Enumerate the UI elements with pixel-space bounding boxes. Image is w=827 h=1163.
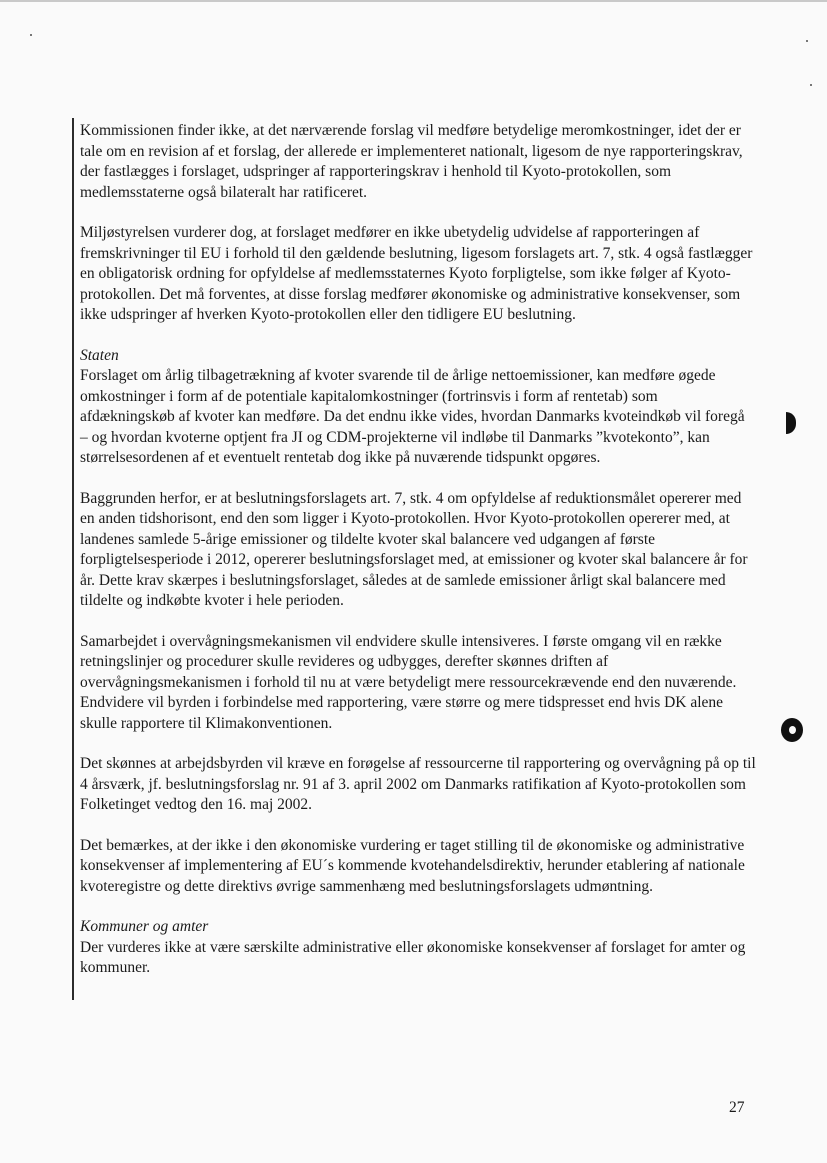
scan-speck bbox=[30, 34, 32, 36]
paragraph-text: Det skønnes at arbejdsbyrden vil kræve en forøgelse af ressourcerne til rapportering og overvågning på op til 4 årsværk, jf. beslutningsforslag nr. 91 af 3. april 2002 om Danmarks ratifikation af Kyoto-protokollen som Folketinget vedtog den 16. maj 2002. bbox=[80, 755, 756, 813]
binding-hole-mark-upper bbox=[786, 412, 796, 434]
page-top-edge bbox=[0, 0, 827, 2]
scan-speck bbox=[810, 84, 812, 86]
paragraph-text: Miljøstyrelsen vurderer dog, at forslaget medfører en ikke ubetydelig udvidelse af rapporteringen af fremskrivninger til EU i forhold til den gældende beslutning, ligesom forslagets art. 7, stk. 4 også fastlægger en obligatorisk ordning for opfyldelse af medlemsstaternes Kyoto forpligtelse, som ikke følger af Kyoto-protokollen. Det må forventes, at disse forslag medfører økonomiske og administrative konsekvenser, som ikke udspringer af hverken Kyoto-protokollen eller den tidligere EU beslutning. bbox=[80, 224, 753, 323]
paragraph-text: Forslaget om årlig tilbagetrækning af kvoter svarende til de årlige nettoemissioner, kan medføre øgede omkostninger i form af de potentiale kapitalomkostninger (fortrinsvis i form af rentetab) som afdækningskøb af kvoter kan medføre. Da det endnu ikke vides, hvordan Danmarks kvoteindkøb vil foregå – og hvordan kvoterne optjent fra JI og CDM-projekterne vil indløbe til Danmarks ”kvotekonto”, kan størrelsesordenen af et eventuelt rentetab dog ikke på nuværende tidspunkt opgøres. bbox=[80, 367, 745, 466]
paragraph-samarbejdet bbox=[80, 632, 756, 735]
paragraph-bemaerkes bbox=[80, 836, 756, 898]
paragraph-kommuner bbox=[80, 917, 756, 979]
paragraph-text: Samarbejdet i overvågningsmekanismen vil endvidere skulle intensiveres. I første omgang vil en række retningslinjer og procedurer skulle revideres og udbygges, derefter skønnes driften af overvågningsmekanismen i forhold til nu at være betydeligt mere ressourcekrævende end den nuværende. Endvidere vil byrden i forbindelse med rapportering, være større og mere tidspresset end hvis DK alene skulle rapportere til Klimakonventionen. bbox=[80, 632, 737, 732]
paragraph-intro bbox=[80, 121, 756, 203]
paragraph-staten bbox=[80, 346, 756, 469]
paragraph-text: Baggrunden herfor, er at beslutningsforslagets art. 7, stk. 4 om opfyldelse af reduktionsmålet opererer med en anden tidshorisont, end den som ligger i Kyoto-protokollen. Hvor Kyoto-protokollen opererer med, at landenes samlede 5-årige emissioner og tildelte kvoter skal balancere ved udgangen af første forpligtelsesperiode i 2012, opererer beslutningsforslaget med, at emissioner og kvoter skal balancere år for år. Dette krav skærpes i beslutningsforslaget, således at de samlede emissioner årligt skal balancere med tildelte og indkøbte kvoter i hele perioden. bbox=[80, 489, 748, 609]
document-body bbox=[80, 121, 756, 999]
binding-hole-mark-lower bbox=[781, 718, 803, 742]
section-heading-kommuner: Kommuner og amter bbox=[80, 918, 209, 935]
paragraph-text: Der vurderes ikke at være særskilte administrative eller økonomiske konsekvenser af forslaget for amter og kommuner. bbox=[80, 938, 746, 976]
paragraph-text: Kommissionen finder ikke, at det nærværende forslag vil medføre betydelige meromkostninger, idet der er tale om en revision af et forslag, der allerede er implementeret nationalt, ligesom de nye rapporteringskrav, der fastlægges i forslaget, udspringer af rapporteringskrav i henhold til Kyoto-protokollen, som medlemsstaterne også bilateralt har ratificeret. bbox=[80, 122, 743, 201]
paragraph-baggrunden bbox=[80, 489, 756, 612]
revision-bar bbox=[72, 118, 74, 1000]
paragraph-text: Det bemærkes, at der ikke i den økonomiske vurdering er taget stilling til de økonomiske og administrative konsekvenser af implementering af EU´s kommende kvotehandelsdirektiv, herunder etablering af nationale kvoteregistre og dette direktivs øvrige sammenhæng med beslutningsforslagets udmøntning. bbox=[80, 836, 745, 895]
paragraph-miljostyrelsen bbox=[80, 223, 756, 326]
scan-speck bbox=[806, 40, 808, 42]
page-number: 27 bbox=[729, 1099, 745, 1116]
section-heading-staten: Staten bbox=[80, 346, 119, 364]
paragraph-arbejdsbyrden bbox=[80, 754, 756, 816]
